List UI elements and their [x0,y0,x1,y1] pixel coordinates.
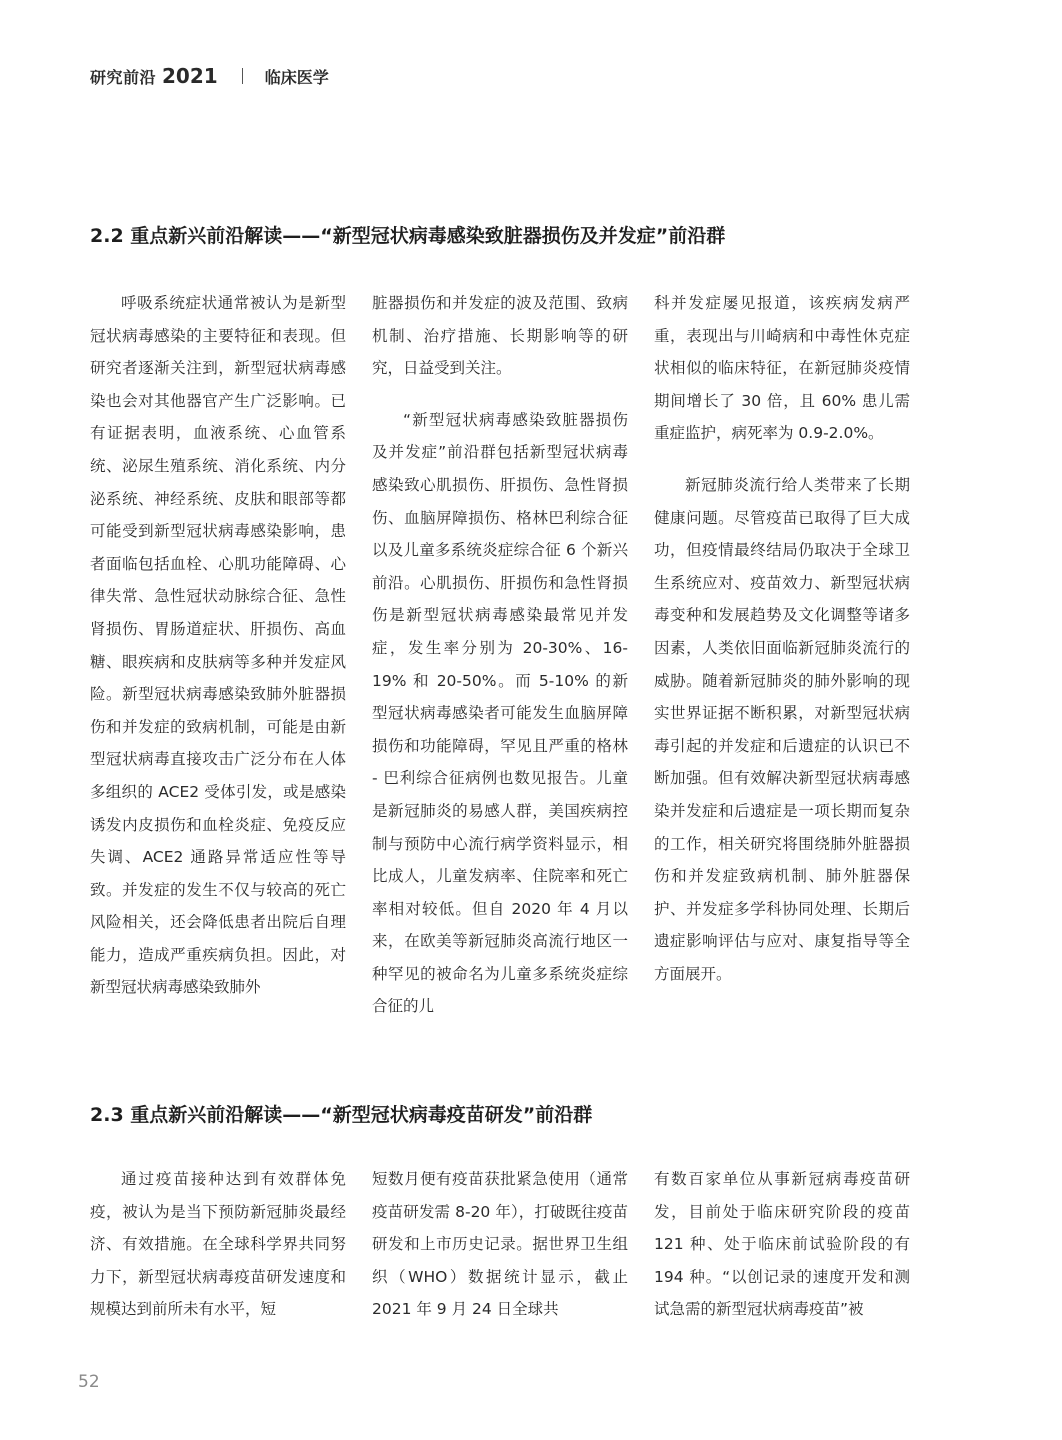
column-2 [372,287,628,1042]
section-2-2-body [90,287,910,1042]
section-name: 临床医学 [264,67,329,87]
column-2 [372,1163,628,1345]
column-3 [654,287,910,1042]
section-2-2-title: 2.2 重点新兴前沿解读——“新型冠状病毒感染致脏器损伤及并发症”前沿群 [90,225,726,247]
paragraph: 有数百家单位从事新冠病毒疫苗研发，目前处于临床研究阶段的疫苗 121 种、处于临床前试验阶段的有 194 种。“以创记录的速度开发和测试急需的新型冠状病毒疫苗”被 [654,1170,910,1319]
column-1 [90,287,346,1042]
header-divider [242,68,243,84]
section-2-3-title: 2.3 重点新兴前沿解读——“新型冠状病毒疫苗研发”前沿群 [90,1104,593,1126]
running-header [90,64,329,88]
publication-title: 研究前沿 [90,67,157,87]
paragraph: 通过疫苗接种达到有效群体免疫，被认为是当下预防新冠肺炎最经济、有效措施。在全球科学界共同努力下，新型冠状病毒疫苗研发速度和规模达到前所未有水平，短 [90,1170,346,1319]
paragraph: “新型冠状病毒感染致脏器损伤及并发症”前沿群包括新型冠状病毒感染致心肌损伤、肝损伤、急性肾损伤、血脑屏障损伤、格林巴利综合征以及儿童多系统炎症综合征 6 个新兴前沿。心肌损伤、肝损伤和急性肾损伤是新型冠状病毒感染最常见并发症，发生率分别为 20-30%、16-19% 和 20-50%。而 5-10% 的新型冠状病毒感染者可能发生血脑屏障损伤和功能障碍，罕见且严重的格林 - 巴利综合征病例也数见报告。儿童是新冠肺炎的易感人群，美国疾病控制与预防中心流行病学资料显示，相比成人，儿童发病率、住院率和死亡率相对较低。但自 2020 年 4 月以来，在欧美等新冠肺炎高流行地区一种罕见的被命名为儿童多系统炎症综合征的儿 [372,410,628,1016]
column-3 [654,1163,910,1345]
paragraph: 科并发症屡见报道，该疾病发病严重，表现出与川崎病和中毒性休克症状相似的临床特征，在新冠肺炎疫情期间增长了 30 倍，且 60% 患儿需重症监护，病死率为 0.9-2.0%。 [654,294,910,443]
publication-year: 2021 [162,64,218,88]
paragraph: 呼吸系统症状通常被认为是新型冠状病毒感染的主要特征和表现。但研究者逐渐关注到，新型冠状病毒感染也会对其他器官产生广泛影响。已有证据表明，血液系统、心血管系统、泌尿生殖系统、消化系统、内分泌系统、神经系统、皮肤和眼部等都可能受到新型冠状病毒感染影响，患者面临包括血栓、心肌功能障碍、心律失常、急性冠状动脉综合征、急性肾损伤、胃肠道症状、肝损伤、高血糖、眼疾病和皮肤病等多种并发症风险。新型冠状病毒感染致肺外脏器损伤和并发症的致病机制，可能是由新型冠状病毒直接攻击广泛分布在人体多组织的 ACE2 受体引发，或是感染诱发内皮损伤和血栓炎症、免疫反应失调、ACE2 通路异常适应性等导致。并发症的发生不仅与较高的死亡风险相关，还会降低患者出院后自理能力，造成严重疾病负担。因此，对新型冠状病毒感染致肺外 [90,294,346,997]
paragraph: 短数月便有疫苗获批紧急使用（通常疫苗研发需 8-20 年），打破既往疫苗研发和上市历史记录。据世界卫生组织（WHO）数据统计显示，截止 2021 年 9 月 24 日全球共 [372,1170,628,1319]
paragraph: 新冠肺炎流行给人类带来了长期健康问题。尽管疫苗已取得了巨大成功，但疫情最终结局仍取决于全球卫生系统应对、疫苗效力、新型冠状病毒变种和发展趋势及文化调整等诸多因素，人类依旧面临新冠肺炎流行的威胁。随着新冠肺炎的肺外影响的现实世界证据不断积累，对新型冠状病毒引起的并发症和后遗症的认识已不断加强。但有效解决新型冠状病毒感染并发症和后遗症是一项长期而复杂的工作，相关研究将围绕肺外脏器损伤和并发症致病机制、肺外脏器保护、并发症多学科协同处理、长期后遗症影响评估与应对、康复指导等全方面展开。 [654,475,910,983]
column-1 [90,1163,346,1345]
section-2-3-body [90,1163,910,1345]
page-number: 52 [78,1372,100,1392]
paragraph: 脏器损伤和并发症的波及范围、致病机制、治疗措施、长期影响等的研究，日益受到关注。 [372,294,628,378]
